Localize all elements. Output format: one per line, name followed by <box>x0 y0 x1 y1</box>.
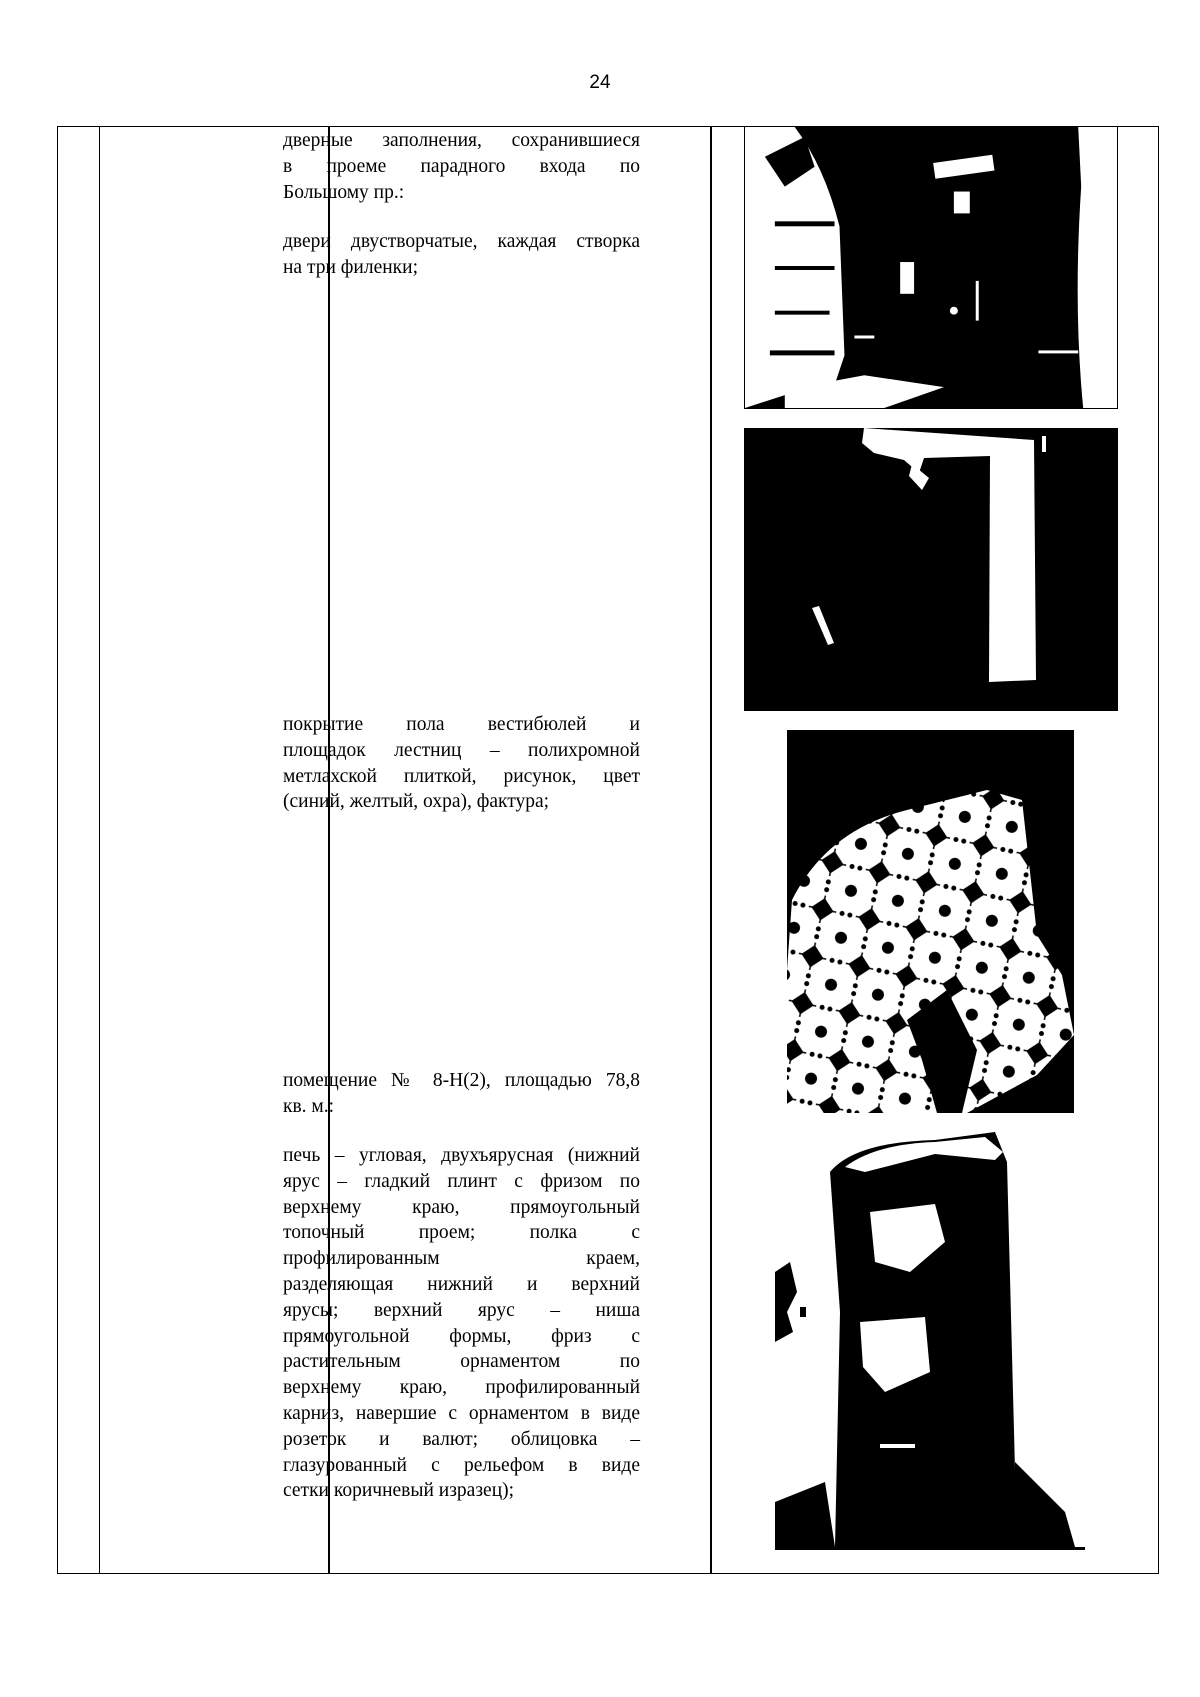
text-line: розеток и валют; облицовка – <box>283 1428 640 1450</box>
text-line: площадок лестниц – полихромной <box>283 739 640 761</box>
text-door-fillings <box>283 128 640 205</box>
text-line: сетки коричневый изразец); <box>283 1480 515 1502</box>
text-stove-description <box>283 1143 640 1504</box>
text-line: на три филенки; <box>283 256 419 278</box>
text-room-8n2 <box>283 1068 640 1120</box>
text-double-doors <box>283 229 640 281</box>
text-line: верхнему краю, прямоугольный <box>283 1196 640 1218</box>
photo-entrance-doors <box>744 126 1118 409</box>
text-line: разделяющая нижний и верхний <box>283 1273 640 1295</box>
column-divider-1 <box>99 127 100 1573</box>
text-line: топочный проем; полка с <box>283 1222 640 1244</box>
text-line: ярусы; верхний ярус – ниша <box>283 1299 640 1321</box>
photo-door-leaf <box>744 428 1118 711</box>
photo-corner-stove <box>775 1132 1085 1550</box>
column-divider-3 <box>710 127 712 1573</box>
text-line: глазурованный с рельефом в виде <box>283 1454 640 1476</box>
text-line: профилированным краем, <box>283 1248 640 1270</box>
photo-floor-tiles <box>787 730 1074 1113</box>
text-line: растительным орнаментом по <box>283 1351 640 1373</box>
text-line: верхнему краю, профилированный <box>283 1377 640 1399</box>
text-line: кв. м.: <box>283 1095 335 1117</box>
text-line: дверные заполнения, сохранившиеся <box>283 130 640 151</box>
text-line: Большому пр.: <box>283 181 405 203</box>
text-line: двери двустворчатые, каждая створка <box>283 231 640 252</box>
text-line: в проеме парадного входа по <box>283 155 640 177</box>
text-line: ярус – гладкий плинт с фризом по <box>283 1170 640 1192</box>
text-floor-covering <box>283 712 640 815</box>
text-line: прямоугольной формы, фриз с <box>283 1325 640 1347</box>
text-line: помещение № 8-Н(2), площадью 78,8 <box>283 1070 640 1091</box>
text-line: печь – угловая, двухъярусная (нижний <box>283 1145 640 1166</box>
text-line: метлахской плиткой, рисунок, цвет <box>283 765 640 787</box>
text-line: покрытие пола вестибюлей и <box>283 714 640 735</box>
text-line: (синий, желтый, охра), фактура; <box>283 791 550 813</box>
page-number: 24 <box>589 72 611 93</box>
text-line: карниз, навершие с орнаментом в виде <box>283 1402 640 1424</box>
